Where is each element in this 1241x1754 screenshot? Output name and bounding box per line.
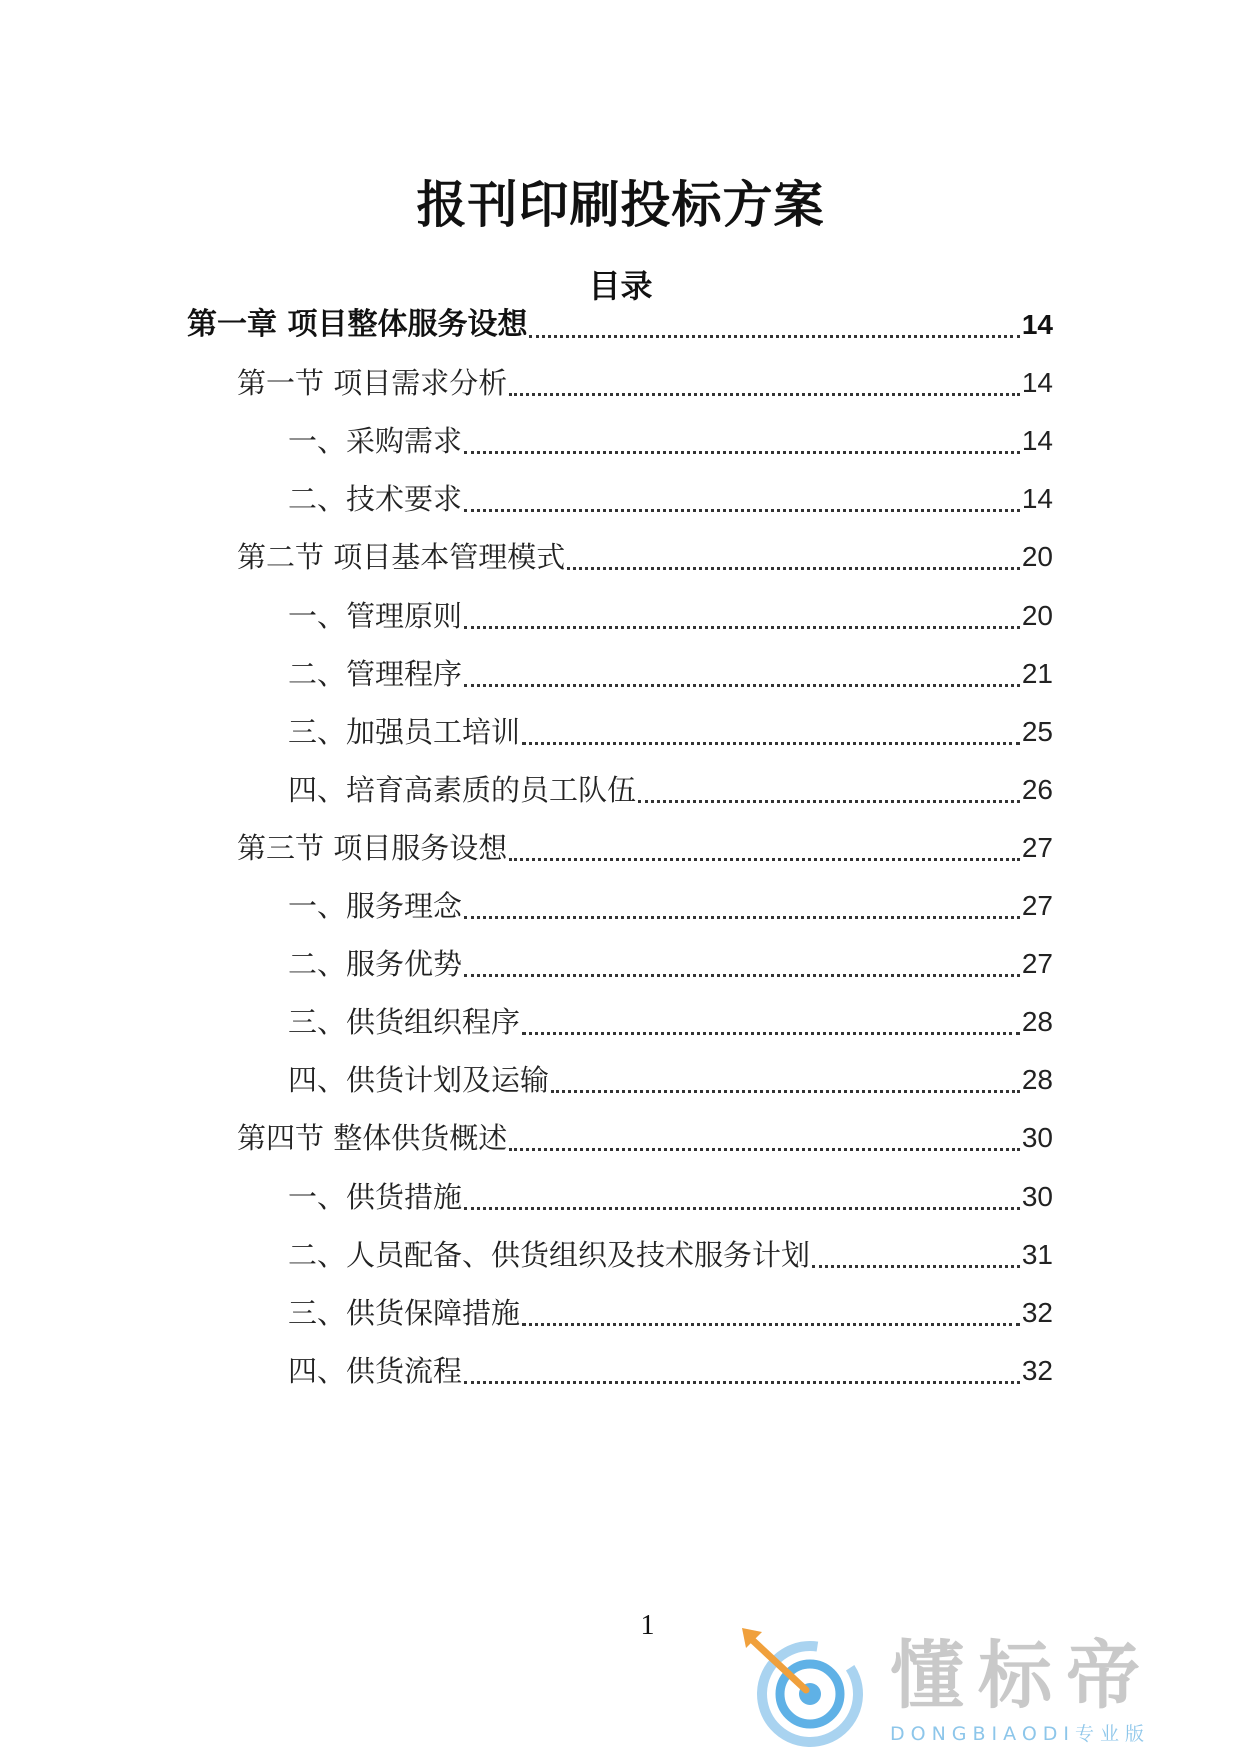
toc-dot-leader (464, 451, 1020, 454)
toc-heading: 目录 (588, 267, 653, 305)
toc-entry-title: 二、人员配备、供货组织及技术服务计划 (288, 1237, 811, 1272)
toc-entry[interactable] (288, 1349, 1053, 1393)
page-number: 1 (640, 1610, 655, 1641)
toc-entry[interactable] (288, 594, 1053, 638)
toc-entry[interactable] (288, 477, 1053, 521)
toc-dot-leader (464, 626, 1020, 629)
toc-entry-page: 32 (1021, 1296, 1053, 1328)
toc-entry[interactable] (288, 652, 1053, 696)
toc-entry[interactable] (237, 1116, 1053, 1160)
toc-entry-page: 31 (1021, 1238, 1053, 1270)
toc-dot-leader (522, 1323, 1020, 1326)
toc-dot-leader (638, 800, 1020, 803)
toc-entry-title: 三、供货组织程序 (288, 1005, 521, 1040)
toc-dot-leader (551, 1090, 1020, 1093)
toc-entry[interactable] (288, 884, 1053, 928)
toc-dot-leader (567, 567, 1020, 570)
toc-entry-page: 21 (1021, 657, 1053, 689)
watermark-brand: 懂标帝 (890, 1633, 1154, 1719)
toc-dot-leader (509, 858, 1020, 861)
toc-entry-title: 一、采购需求 (288, 424, 463, 459)
toc-dot-leader (464, 509, 1020, 512)
toc-entry-title: 四、供货流程 (288, 1353, 463, 1388)
toc-entry-page: 26 (1021, 773, 1053, 805)
toc-entry-title: 一、服务理念 (288, 889, 463, 923)
toc-entry-page: 14 (1021, 367, 1053, 399)
toc-entry-title: 第三节 项目服务设想 (237, 830, 508, 865)
toc-entry[interactable] (288, 942, 1053, 986)
toc-entry-title: 四、培育高素质的员工队伍 (288, 772, 637, 807)
toc-entry[interactable] (288, 1175, 1053, 1219)
toc-entry[interactable] (187, 303, 1053, 347)
toc-entry-page: 14 (1021, 425, 1053, 457)
toc-entry-page: 32 (1021, 1354, 1053, 1386)
toc-dot-leader (522, 742, 1020, 745)
toc-dot-leader (464, 974, 1020, 977)
toc-entry-title: 二、服务优势 (288, 947, 463, 982)
toc-entry-title: 三、供货保障措施 (288, 1295, 521, 1330)
toc-entry-page: 27 (1021, 948, 1053, 980)
toc-entry-page: 30 (1021, 1122, 1053, 1154)
toc-dot-leader (464, 1207, 1020, 1210)
toc-entry-title: 第一节 项目需求分析 (237, 366, 508, 401)
toc-entry[interactable] (237, 826, 1053, 870)
toc-entry-title: 一、管理原则 (288, 598, 463, 633)
toc-dot-leader (509, 393, 1020, 396)
toc-entry[interactable] (237, 535, 1053, 579)
toc-entry-page: 27 (1021, 831, 1053, 863)
toc-entry-title: 第四节 整体供货概述 (237, 1121, 508, 1156)
toc-entry[interactable] (288, 1000, 1053, 1044)
watermark-subtitle: DONGBIAODI专业版 (890, 1723, 1151, 1745)
toc-entry-title: 二、管理程序 (288, 656, 463, 691)
toc-entry-page: 28 (1021, 1064, 1053, 1096)
toc-entry-title: 第一章 项目整体服务设想 (187, 307, 528, 342)
toc-entry-page: 30 (1021, 1180, 1053, 1212)
toc-entry-page: 27 (1021, 890, 1053, 921)
toc-entry-page: 20 (1021, 599, 1053, 631)
toc-entry-page: 14 (1021, 483, 1053, 515)
toc-entry[interactable] (288, 419, 1053, 463)
toc-dot-leader (464, 1381, 1020, 1384)
toc-entry[interactable] (288, 1233, 1053, 1277)
toc-entry[interactable] (288, 1058, 1053, 1102)
toc-dot-leader (464, 684, 1020, 687)
toc-entry[interactable] (288, 768, 1053, 812)
toc-entry-page: 14 (1021, 309, 1053, 340)
toc-entry[interactable] (288, 710, 1053, 754)
toc-entry-page: 25 (1021, 715, 1053, 747)
toc-entry-page: 28 (1021, 1006, 1053, 1038)
toc-dot-leader (464, 916, 1020, 919)
toc-dot-leader (529, 335, 1019, 338)
toc-entry[interactable] (288, 1291, 1053, 1335)
document-title: 报刊印刷投标方案 (416, 176, 825, 234)
toc-dot-leader (522, 1032, 1020, 1035)
toc-entry-title: 三、加强员工培训 (288, 714, 521, 749)
target-logo-icon (740, 1628, 870, 1750)
toc-dot-leader (812, 1265, 1020, 1268)
toc-entry-page: 20 (1021, 541, 1053, 573)
toc-entry-title: 一、供货措施 (288, 1179, 463, 1214)
toc-entry[interactable] (237, 361, 1053, 405)
toc-dot-leader (509, 1148, 1020, 1151)
toc-entry-title: 第二节 项目基本管理模式 (237, 540, 566, 575)
toc-entry-title: 四、供货计划及运输 (288, 1063, 550, 1098)
watermark (740, 1628, 1230, 1750)
toc-entry-title: 二、技术要求 (288, 482, 463, 517)
